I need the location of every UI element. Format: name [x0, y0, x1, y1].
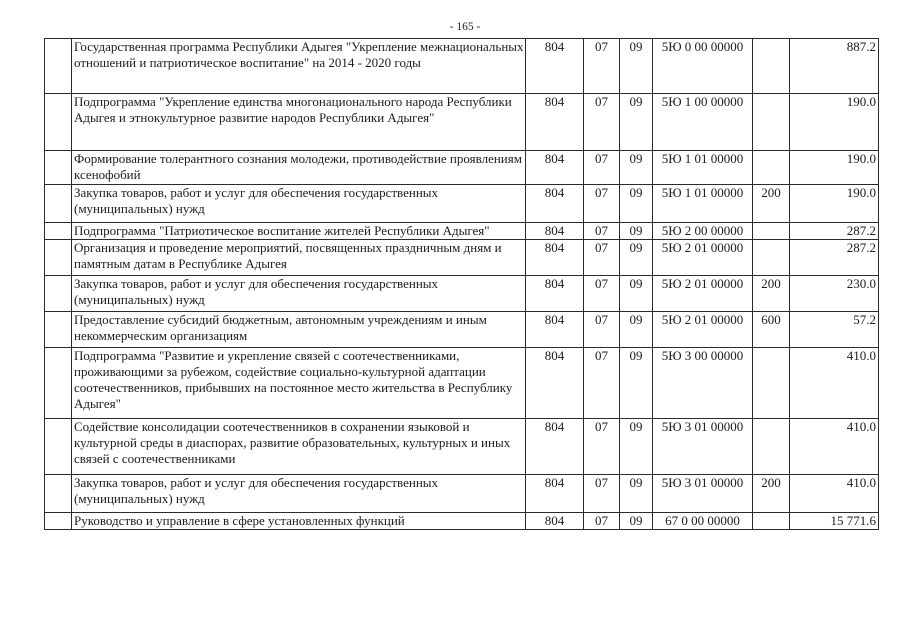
- expense-type-code-cell: [753, 348, 790, 419]
- target-item-code-cell: 5Ю 1 01 00000: [653, 185, 753, 223]
- description-line: Адыгея": [74, 396, 121, 411]
- description-line: соотечественников, прибывших на постоянное место жительства в Республику: [74, 380, 513, 395]
- description-cell: [72, 419, 526, 475]
- description-line: Закупка товаров, работ и услуг для обеспечения государственных: [74, 185, 439, 200]
- expense-type-code-cell: [753, 223, 790, 240]
- description-cell: [72, 185, 526, 223]
- expense-type-code-cell: [753, 94, 790, 151]
- budget-table: [44, 38, 879, 530]
- page-number: - 165 -: [449, 21, 481, 33]
- department-code-cell: 804: [526, 475, 584, 513]
- expense-type-code-cell: 200: [753, 185, 790, 223]
- index-cell: [45, 94, 72, 151]
- description-line: ксенофобий: [74, 167, 141, 182]
- index-cell: [45, 312, 72, 348]
- subsection-code-cell: 09: [620, 94, 653, 151]
- description-cell: [72, 151, 526, 185]
- amount-cell: 410.0: [790, 348, 879, 419]
- subsection-code-cell: 09: [620, 185, 653, 223]
- index-cell: [45, 276, 72, 312]
- table-row: [45, 240, 879, 276]
- description-line: проживающими за рубежом, содействие социально-культурной адаптации: [74, 364, 486, 379]
- description-cell: [72, 240, 526, 276]
- table-row: [45, 94, 879, 151]
- target-item-code-cell: 67 0 00 00000: [653, 513, 753, 530]
- description-line: Руководство и управление в сфере установленных функций: [74, 513, 405, 528]
- subsection-code-cell: 09: [620, 276, 653, 312]
- target-item-code-cell: 5Ю 2 01 00000: [653, 312, 753, 348]
- subsection-code-cell: 09: [620, 223, 653, 240]
- table-row: [45, 151, 879, 185]
- index-cell: [45, 475, 72, 513]
- description-cell: [72, 276, 526, 312]
- index-cell: [45, 348, 72, 419]
- description-cell: [72, 39, 526, 94]
- expense-type-code-cell: [753, 513, 790, 530]
- description-line: Организация и проведение мероприятий, посвященных праздничным дням и: [74, 240, 502, 255]
- department-code-cell: 804: [526, 223, 584, 240]
- subsection-code-cell: 09: [620, 348, 653, 419]
- description-line: Подпрограмма "Развитие и укрепление связей с соотечественниками,: [74, 348, 460, 363]
- department-code-cell: 804: [526, 185, 584, 223]
- table-row: [45, 185, 879, 223]
- description-line: Предоставление субсидий бюджетным, автономным учреждениям и иным: [74, 312, 487, 327]
- section-code-cell: 07: [584, 151, 620, 185]
- amount-cell: 410.0: [790, 475, 879, 513]
- target-item-code-cell: 5Ю 2 01 00000: [653, 276, 753, 312]
- amount-cell: 287.2: [790, 240, 879, 276]
- amount-cell: 230.0: [790, 276, 879, 312]
- description-line: (муниципальных) нужд: [74, 491, 205, 506]
- amount-cell: 190.0: [790, 94, 879, 151]
- description-cell: [72, 312, 526, 348]
- table-row: [45, 348, 879, 419]
- target-item-code-cell: 5Ю 0 00 00000: [653, 39, 753, 94]
- description-line: Закупка товаров, работ и услуг для обеспечения государственных: [74, 475, 439, 490]
- table-row: [45, 223, 879, 240]
- description-line: связей с соотечественниками: [74, 451, 236, 466]
- index-cell: [45, 513, 72, 530]
- description-line: Формирование толерантного сознания молодежи, противодействие проявлениям: [74, 151, 522, 166]
- section-code-cell: 07: [584, 348, 620, 419]
- description-line: Содействие консолидации соотечественников в сохранении языковой и: [74, 419, 470, 434]
- budget-table-body: [45, 39, 879, 530]
- table-row: [45, 312, 879, 348]
- target-item-code-cell: 5Ю 2 00 00000: [653, 223, 753, 240]
- department-code-cell: 804: [526, 276, 584, 312]
- amount-cell: 57.2: [790, 312, 879, 348]
- table-row: [45, 513, 879, 530]
- section-code-cell: 07: [584, 513, 620, 530]
- section-code-cell: 07: [584, 223, 620, 240]
- amount-cell: 410.0: [790, 419, 879, 475]
- department-code-cell: 804: [526, 151, 584, 185]
- description-line: Закупка товаров, работ и услуг для обеспечения государственных: [74, 276, 439, 291]
- department-code-cell: 804: [526, 419, 584, 475]
- description-line: памятным датам в Республике Адыгея: [74, 256, 287, 271]
- target-item-code-cell: 5Ю 1 00 00000: [653, 94, 753, 151]
- description-line: Адыгея и этнокультурное развитие народов Республики Адыгея": [74, 110, 435, 125]
- amount-cell: 15 771.6: [790, 513, 879, 530]
- table-row: [45, 276, 879, 312]
- description-line: Подпрограмма "Укрепление единства многонационального народа Республики: [74, 94, 512, 109]
- amount-cell: 190.0: [790, 151, 879, 185]
- description-line: (муниципальных) нужд: [74, 201, 205, 216]
- index-cell: [45, 151, 72, 185]
- target-item-code-cell: 5Ю 3 01 00000: [653, 475, 753, 513]
- section-code-cell: 07: [584, 419, 620, 475]
- description-line: некоммерческим организациям: [74, 328, 248, 343]
- section-code-cell: 07: [584, 240, 620, 276]
- expense-type-code-cell: 200: [753, 276, 790, 312]
- section-code-cell: 07: [584, 312, 620, 348]
- description-cell: [72, 223, 526, 240]
- expense-type-code-cell: [753, 39, 790, 94]
- amount-cell: 887.2: [790, 39, 879, 94]
- expense-type-code-cell: 200: [753, 475, 790, 513]
- section-code-cell: 07: [584, 475, 620, 513]
- description-line: (муниципальных) нужд: [74, 292, 205, 307]
- description-cell: [72, 94, 526, 151]
- expense-type-code-cell: [753, 419, 790, 475]
- description-cell: [72, 513, 526, 530]
- department-code-cell: 804: [526, 94, 584, 151]
- subsection-code-cell: 09: [620, 151, 653, 185]
- target-item-code-cell: 5Ю 3 01 00000: [653, 419, 753, 475]
- index-cell: [45, 185, 72, 223]
- index-cell: [45, 419, 72, 475]
- subsection-code-cell: 09: [620, 419, 653, 475]
- subsection-code-cell: 09: [620, 513, 653, 530]
- target-item-code-cell: 5Ю 1 01 00000: [653, 151, 753, 185]
- amount-cell: 287.2: [790, 223, 879, 240]
- subsection-code-cell: 09: [620, 240, 653, 276]
- department-code-cell: 804: [526, 513, 584, 530]
- description-line: отношений и патриотическое воспитание" на 2014 - 2020 годы: [74, 55, 421, 70]
- subsection-code-cell: 09: [620, 312, 653, 348]
- section-code-cell: 07: [584, 276, 620, 312]
- table-row: [45, 419, 879, 475]
- department-code-cell: 804: [526, 312, 584, 348]
- subsection-code-cell: 09: [620, 475, 653, 513]
- department-code-cell: 804: [526, 240, 584, 276]
- index-cell: [45, 223, 72, 240]
- section-code-cell: 07: [584, 39, 620, 94]
- amount-cell: 190.0: [790, 185, 879, 223]
- description-line: культурной среды в диаспорах, развитие образовательных, культурных и иных: [74, 435, 511, 450]
- department-code-cell: 804: [526, 348, 584, 419]
- table-row: [45, 475, 879, 513]
- description-cell: [72, 348, 526, 419]
- target-item-code-cell: 5Ю 2 01 00000: [653, 240, 753, 276]
- index-cell: [45, 240, 72, 276]
- description-line: Подпрограмма "Патриотическое воспитание жителей Республики Адыгея": [74, 223, 490, 238]
- index-cell: [45, 39, 72, 94]
- expense-type-code-cell: 600: [753, 312, 790, 348]
- table-row: [45, 39, 879, 94]
- expense-type-code-cell: [753, 240, 790, 276]
- subsection-code-cell: 09: [620, 39, 653, 94]
- target-item-code-cell: 5Ю 3 00 00000: [653, 348, 753, 419]
- section-code-cell: 07: [584, 185, 620, 223]
- description-cell: [72, 475, 526, 513]
- description-line: Государственная программа Республики Адыгея "Укрепление межнациональных: [74, 39, 524, 54]
- department-code-cell: 804: [526, 39, 584, 94]
- expense-type-code-cell: [753, 151, 790, 185]
- section-code-cell: 07: [584, 94, 620, 151]
